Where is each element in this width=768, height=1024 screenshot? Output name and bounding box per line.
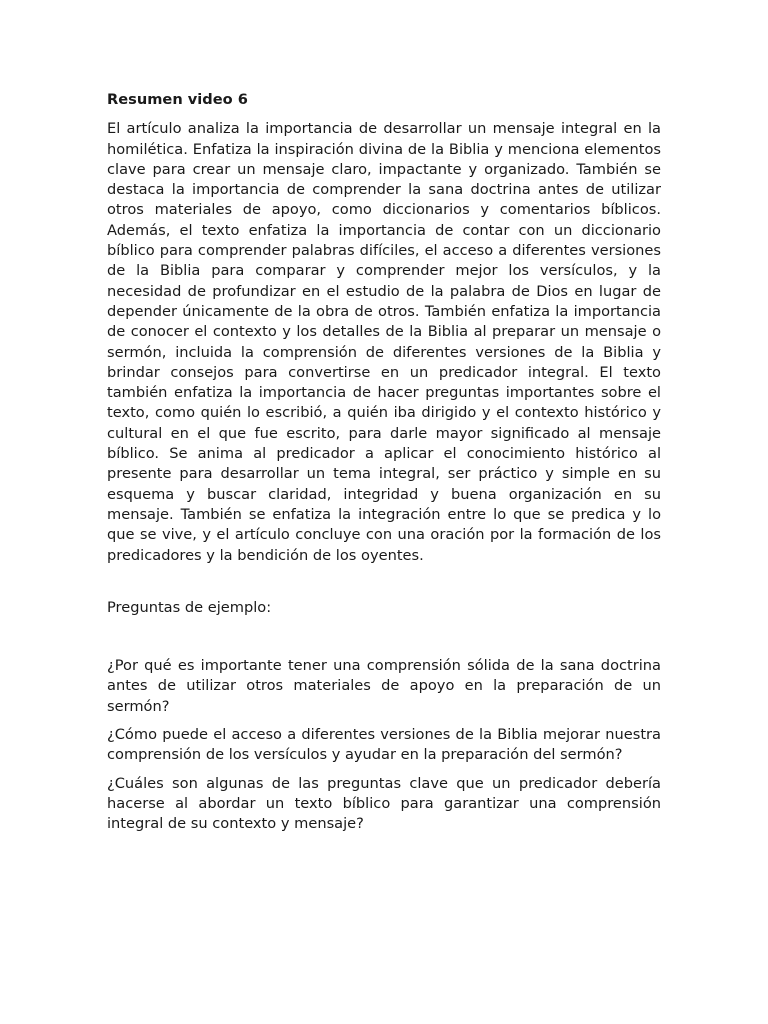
questions-heading: Preguntas de ejemplo:: [107, 598, 272, 616]
summary-paragraph: El artículo analiza la importancia de desarrollar un mensaje integral en la homilética. Enfatiza la inspiración divina de la Biblia y menciona elementos clave para crear un mensaje claro, impactante y organizado. También se destaca la importancia de comprender la sana doctrina antes de utilizar otros materiales de apoyo, como diccionarios y comentarios bíblicos. Además, el texto enfatiza la importancia de contar con un diccionario bíblico para comprender palabras difíciles, el acceso a diferentes versiones de la Biblia para comparar y comprender mejor los versículos, y la necesidad de profundizar en el estudio de la palabra de Dios en lugar de depender únicamente de la obra de otros. También enfatiza la importancia de conocer el contexto y los detalles de la Biblia al preparar un mensaje o sermón, incluida la comprensión de diferentes versiones de la Biblia y brindar consejos para convertirse en un predicador integral. El texto también enfatiza la importancia de hacer preguntas importantes sobre el texto, como quién lo escribió, a quién iba dirigido y el contexto histórico y cultural en el que fue escrito, para darle mayor significado al mensaje bíblico. Se anima al predicador a aplicar el conocimiento histórico al presente para desarrollar un tema integral, ser práctico y simple en su esquema y buscar claridad, integridad y buena organización en su mensaje. También se enfatiza la integración entre lo que se predica y lo que se vive, y el artículo concluye con una oración por la formación de los predicadores y la bendición de los oyentes.: [107, 120, 661, 564]
question-item: ¿Cuáles son algunas de las preguntas clave que un predicador debería hacerse al abordar un texto bíblico para garantizar una comprensión integral de su contexto y mensaje?: [107, 774, 661, 833]
document-title: Resumen video 6: [107, 91, 248, 108]
document-page: [107, 90, 661, 843]
question-item: ¿Cómo puede el acceso a diferentes versiones de la Biblia mejorar nuestra comprensión de los versículos y ayudar en la preparación del sermón?: [107, 726, 661, 764]
questions-list: [107, 656, 661, 834]
question-item: ¿Por qué es importante tener una comprensión sólida de la sana doctrina antes de utilizar otros materiales de apoyo en la preparación de un sermón?: [107, 657, 661, 715]
